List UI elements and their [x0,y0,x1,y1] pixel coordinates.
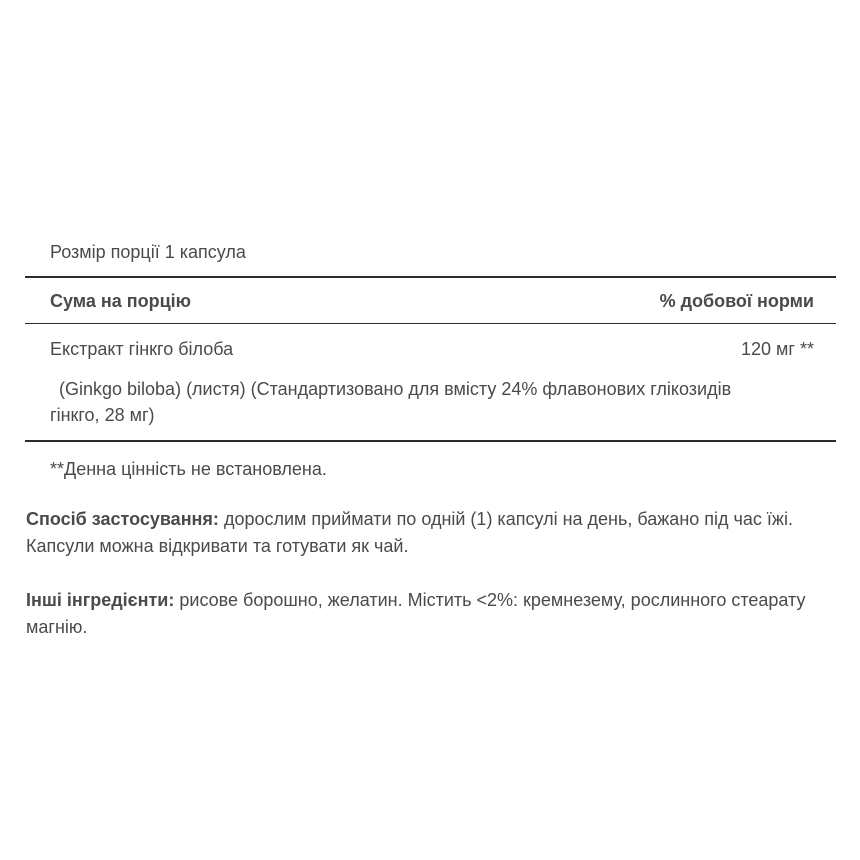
usage-text: дорослим приймати по одній (1) капсулі на день, бажано під час їжі. Капсули можна відкривати та готувати як чай. [26,509,793,556]
daily-value-header: % добової норми [659,291,814,311]
ingredient-amount: 120 мг ** [741,339,814,359]
ingredient-description: (Ginkgo biloba) (листя) (Стандартизовано для вмісту 24% флавонових глікозидів гінкго, 28 мг) [50,379,732,425]
serving-size: Розмір порції 1 капсула [50,242,246,262]
supplement-facts-panel [25,236,836,480]
amount-per-serving-header: Сума на порцію [50,291,192,311]
other-ingredients-section [26,587,826,641]
other-ingredients-text: рисове борошно, желатин. Містить <2%: кремнезему, рослинного стеарату магнію. [26,590,806,637]
footnote: **Денна цінність не встановлена. [50,459,327,479]
ingredient-row [25,324,836,360]
usage-label: Спосіб застосування: [26,509,219,529]
ingredient-name: Екстракт гінкго білоба [50,339,234,359]
ingredient-description-block [25,360,836,440]
facts-header-row [25,278,836,323]
usage-section [26,506,826,560]
other-ingredients-label: Інші інгредієнти: [26,590,175,610]
